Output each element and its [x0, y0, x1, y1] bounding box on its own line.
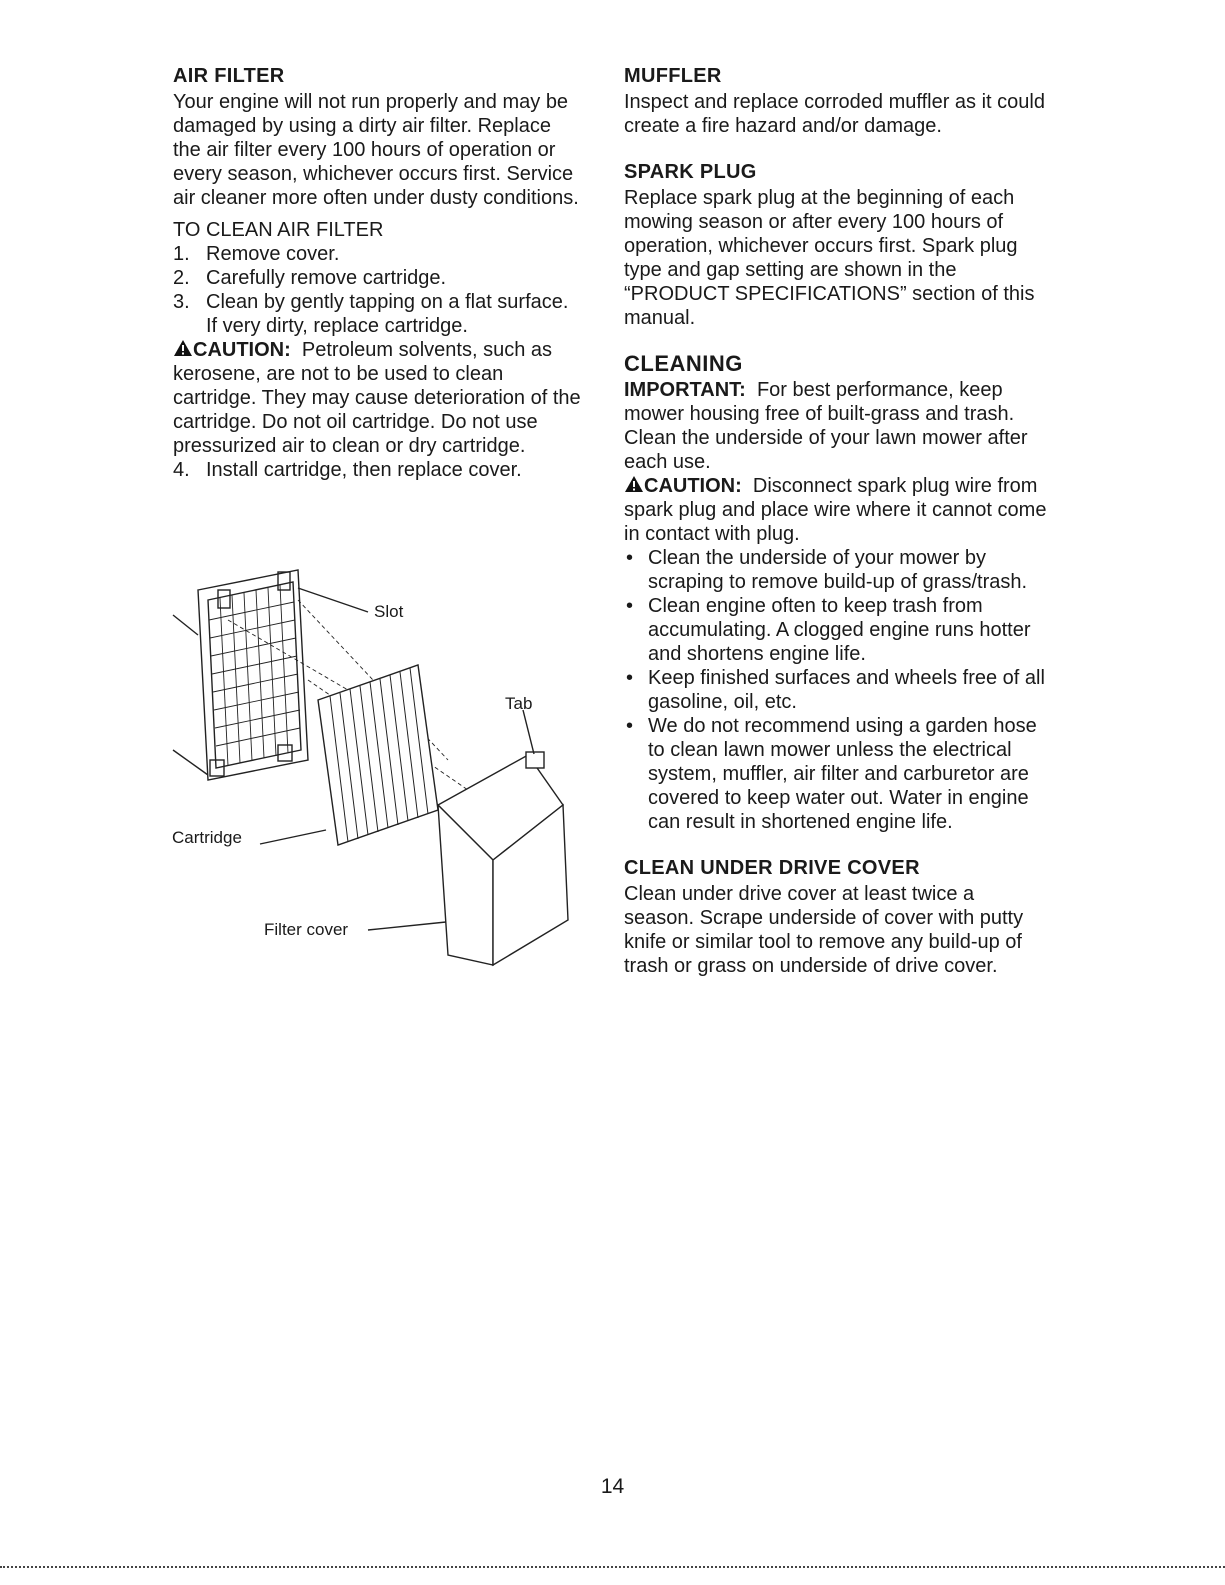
- step-item: 3. Clean by gently tapping on a flat surface. If very dirty, replace cartridge.: [173, 291, 569, 337]
- cleaning-bullets: [624, 546, 1049, 834]
- air-filter-heading: AIR FILTER: [173, 65, 285, 87]
- air-filter-steps: [173, 242, 583, 338]
- drive-cover-body: Clean under drive cover at least twice a season. Scrape underside of cover with putty knife or similar tool to remove any build-up of trash or grass on underside of drive cover.: [624, 883, 1024, 977]
- list-item: • Clean engine often to keep trash from accumulating. A clogged engine runs hotter and shortens engine life.: [626, 595, 1031, 665]
- spark-plug-heading: SPARK PLUG: [624, 161, 757, 183]
- right-column: [624, 64, 1049, 978]
- slot-label: Slot: [374, 602, 404, 621]
- air-filter-caution: CAUTION: Petroleum solvents, such as kerosene, are not to be used to clean cartridge. They may cause deterioration of the cartridge. Do not oil cartridge. Do not use pressurized air to clean or dry cartridge.: [173, 339, 581, 457]
- drive-cover-heading: CLEAN UNDER DRIVE COVER: [624, 857, 920, 879]
- cleaning-caution: CAUTION: Disconnect spark plug wire from spark plug and place wire where it cannot come in contact with plug.: [624, 475, 1047, 545]
- list-item: • We do not recommend using a garden hose to clean lawn mower unless the electrical system, muffler, air filter and carburetor are covered to keep water out. Water in engine can result in shortened engine life.: [626, 715, 1037, 833]
- warning-icon: [624, 475, 644, 493]
- tab-label: Tab: [505, 694, 533, 713]
- step-item: 4. Install cartridge, then replace cover.: [173, 459, 522, 481]
- spark-plug-body: Replace spark plug at the beginning of each mowing season or after every 100 hours of operation, whichever occurs first. Spark plug type and gap setting are shown in the “PRODUCT SPECIFICATIONS” section of this manual.: [624, 187, 1035, 329]
- muffler-heading: MUFFLER: [624, 65, 722, 87]
- page-number: 14: [600, 1475, 625, 1498]
- muffler-body: Inspect and replace corroded muffler as it could create a fire hazard and/or damage.: [624, 91, 1045, 137]
- warning-icon: [173, 339, 193, 357]
- cartridge-label: Cartridge: [172, 828, 242, 847]
- list-item: • Clean the underside of your mower by scraping to remove build-up of grass/trash.: [626, 547, 1028, 593]
- clean-air-filter-subheading: TO CLEAN AIR FILTER: [173, 219, 384, 241]
- left-column: [173, 64, 583, 482]
- cleaning-heading: CLEANING: [624, 351, 743, 376]
- air-filter-diagram: [168, 560, 608, 980]
- air-filter-illustration: [168, 560, 608, 980]
- air-filter-body: Your engine will not run properly and may be damaged by using a dirty air filter. Replace the air filter every 100 hours of operation or every season, whichever occurs first. Service air cleaner more often under dusty conditions.: [173, 91, 579, 209]
- filter-cover-label: Filter cover: [264, 920, 349, 939]
- cleaning-important: IMPORTANT: For best performance, keep mower housing free of built-grass and trash. Clean the underside of your lawn mower after each use.: [624, 379, 1028, 473]
- step-item: 2. Carefully remove cartridge.: [173, 267, 447, 289]
- list-item: • Keep finished surfaces and wheels free of all gasoline, oil, etc.: [626, 667, 1045, 713]
- page-bottom-rule: [0, 1566, 1225, 1568]
- step-item: 1. Remove cover.: [173, 243, 340, 265]
- air-filter-step-4: [173, 458, 583, 482]
